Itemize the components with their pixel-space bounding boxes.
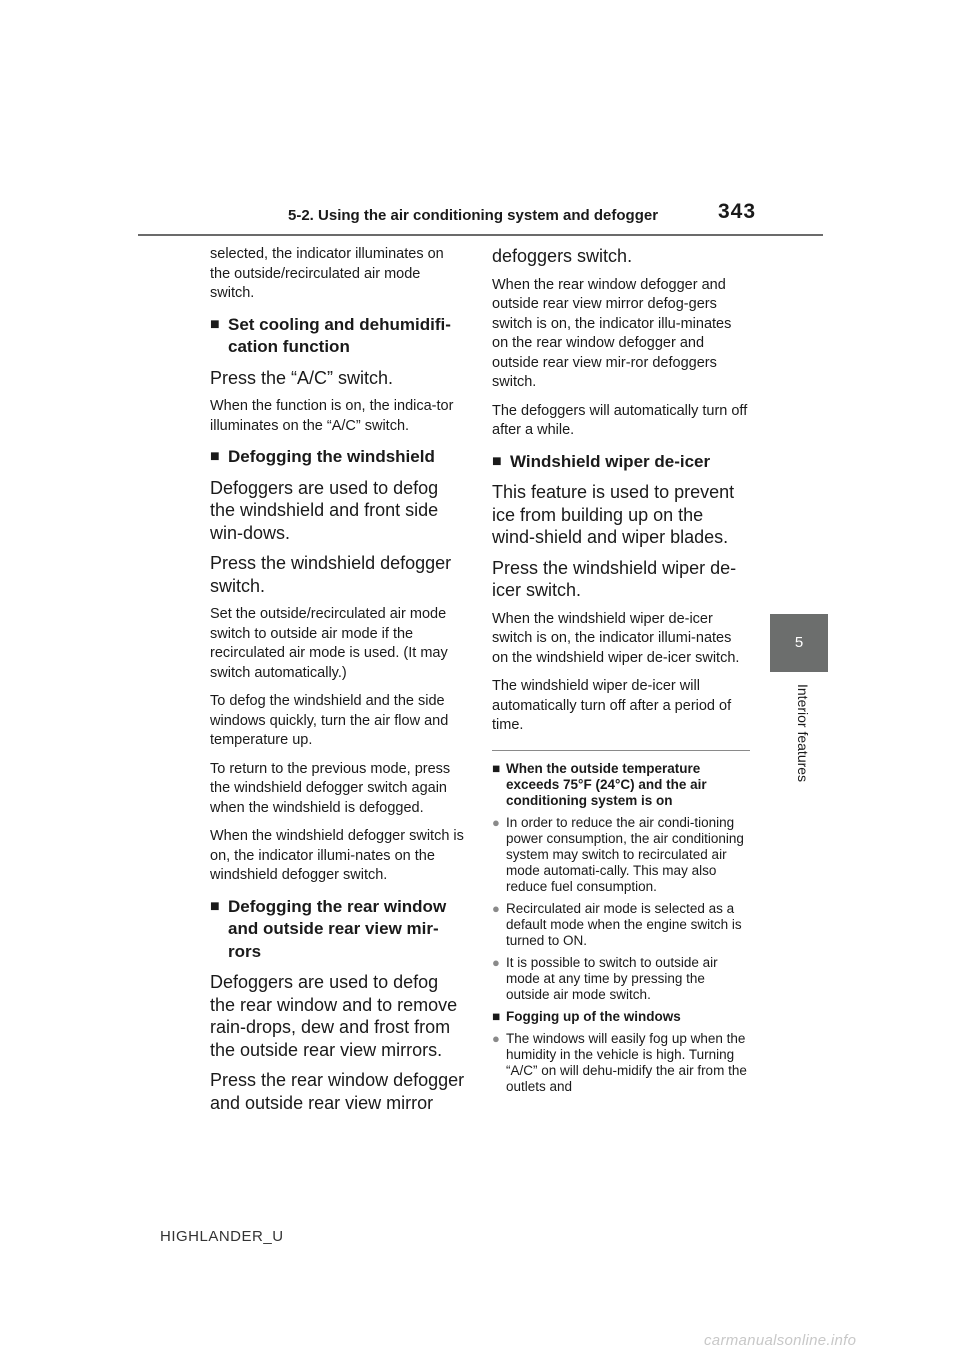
watermark: carmanualsonline.info [704,1332,857,1349]
paragraph: When the windshield defogger switch is on, the indicator illumi-nates on the windshield defogger switch. [210,828,464,883]
note-bullet [492,901,750,949]
paragraph: The windshield wiper de-icer will automatically turn off after a period of time. [492,678,732,733]
paragraph: To return to the previous mode, press the windshield defogger switch again when the windshield is defogged. [210,760,451,816]
circle-bullet-icon: ● [492,954,500,970]
bullet-text: The windows will easily fog up when the humidity in the vehicle is high. Turning “A/C” on will dehu-midify the air from the outlets and [506,1030,747,1094]
instruction: Defoggers are used to defog the windshield and front side win-dows. [210,477,439,543]
heading-text: Defogging the windshield [228,447,435,466]
note-divider [492,750,750,751]
paragraph: When the windshield wiper de-icer switch is on, the indicator illumi-nates on the windshield wiper de-icer switch. [492,610,740,666]
square-bullet-icon: ■ [492,760,501,776]
instruction: Defoggers are used to defog the rear window and to remove rain-drops, dew and frost from the outside rear view mirrors. [210,972,458,1060]
square-bullet-icon: ■ [492,1008,501,1024]
paragraph: selected, the indicator illuminates on the outside/recirculated air mode switch. [210,246,444,301]
paragraph: To defog the windshield and the side windows quickly, turn the air flow and temperature up. [210,693,449,748]
note-heading-text: Fogging up of the windows [506,1008,681,1024]
square-bullet-icon: ■ [210,315,220,333]
footer-model: HIGHLANDER_U [160,1228,284,1245]
instruction: defoggers switch. [492,246,633,266]
instruction: This feature is used to prevent ice from building up on the wind-shield and wiper blades. [492,482,735,547]
section-heading [210,314,466,359]
circle-bullet-icon: ● [492,814,500,830]
note-heading [492,761,750,809]
bullet-text: It is possible to switch to outside air mode at any time by pressing the outside air mode switch. [506,954,718,1002]
square-bullet-icon: ■ [210,897,220,915]
note-heading [492,1009,750,1025]
left-column [210,242,466,1122]
instruction: Press the windshield defogger switch. [210,553,452,596]
note-bullet [492,1031,750,1095]
chapter-tab: 5 [770,614,828,672]
section-heading [210,896,466,964]
note-heading-text: When the outside temperature exceeds 75°F (24°C) and the air conditioning system is on [506,760,707,808]
section-heading [210,446,466,469]
square-bullet-icon: ■ [210,448,220,465]
paragraph: Set the outside/recirculated air mode switch to outside air mode if the recirculated air mode is used. (It may switch automatically.) [210,606,448,681]
instruction: Press the “A/C” switch. [210,367,394,388]
circle-bullet-icon: ● [492,900,500,916]
note-bullet [492,955,750,1003]
heading-text: Defogging the rear window and outside rear view mir-rors [228,896,447,961]
square-bullet-icon: ■ [492,452,502,470]
instruction: Press the windshield wiper de-icer switch. [492,557,737,600]
paragraph: The defoggers will automatically turn off after a while. [492,402,748,438]
chapter-label: Interior features [795,684,811,783]
right-column [492,242,750,1101]
section-title: 5-2. Using the air conditioning system and defogger [288,207,659,224]
bullet-text: Recirculated air mode is selected as a default mode when the engine switch is turned to ON. [506,900,742,948]
heading-text: Set cooling and dehumidifi-cation function [228,314,451,356]
header-divider [138,234,823,236]
paragraph: When the function is on, the indica-tor illuminates on the “A/C” switch. [210,398,454,434]
instruction: Press the rear window defogger and outside rear view mirror [210,1070,465,1113]
bullet-text: In order to reduce the air condi-tioning power consumption, the air conditioning system may switch to recirculated air mode automati-cally. This may also reduce fuel consumption. [506,814,744,894]
note-bullet [492,815,750,895]
page-number: 343 [718,200,757,223]
section-heading [492,451,750,474]
heading-text: Windshield wiper de-icer [510,451,711,471]
paragraph: When the rear window defogger and outside rear view mirror defog-gers switch is on, the indicator illu-minates on the rear window defogger and outside rear view mir-ror defoggers switch. [492,276,732,390]
circle-bullet-icon: ● [492,1030,500,1046]
